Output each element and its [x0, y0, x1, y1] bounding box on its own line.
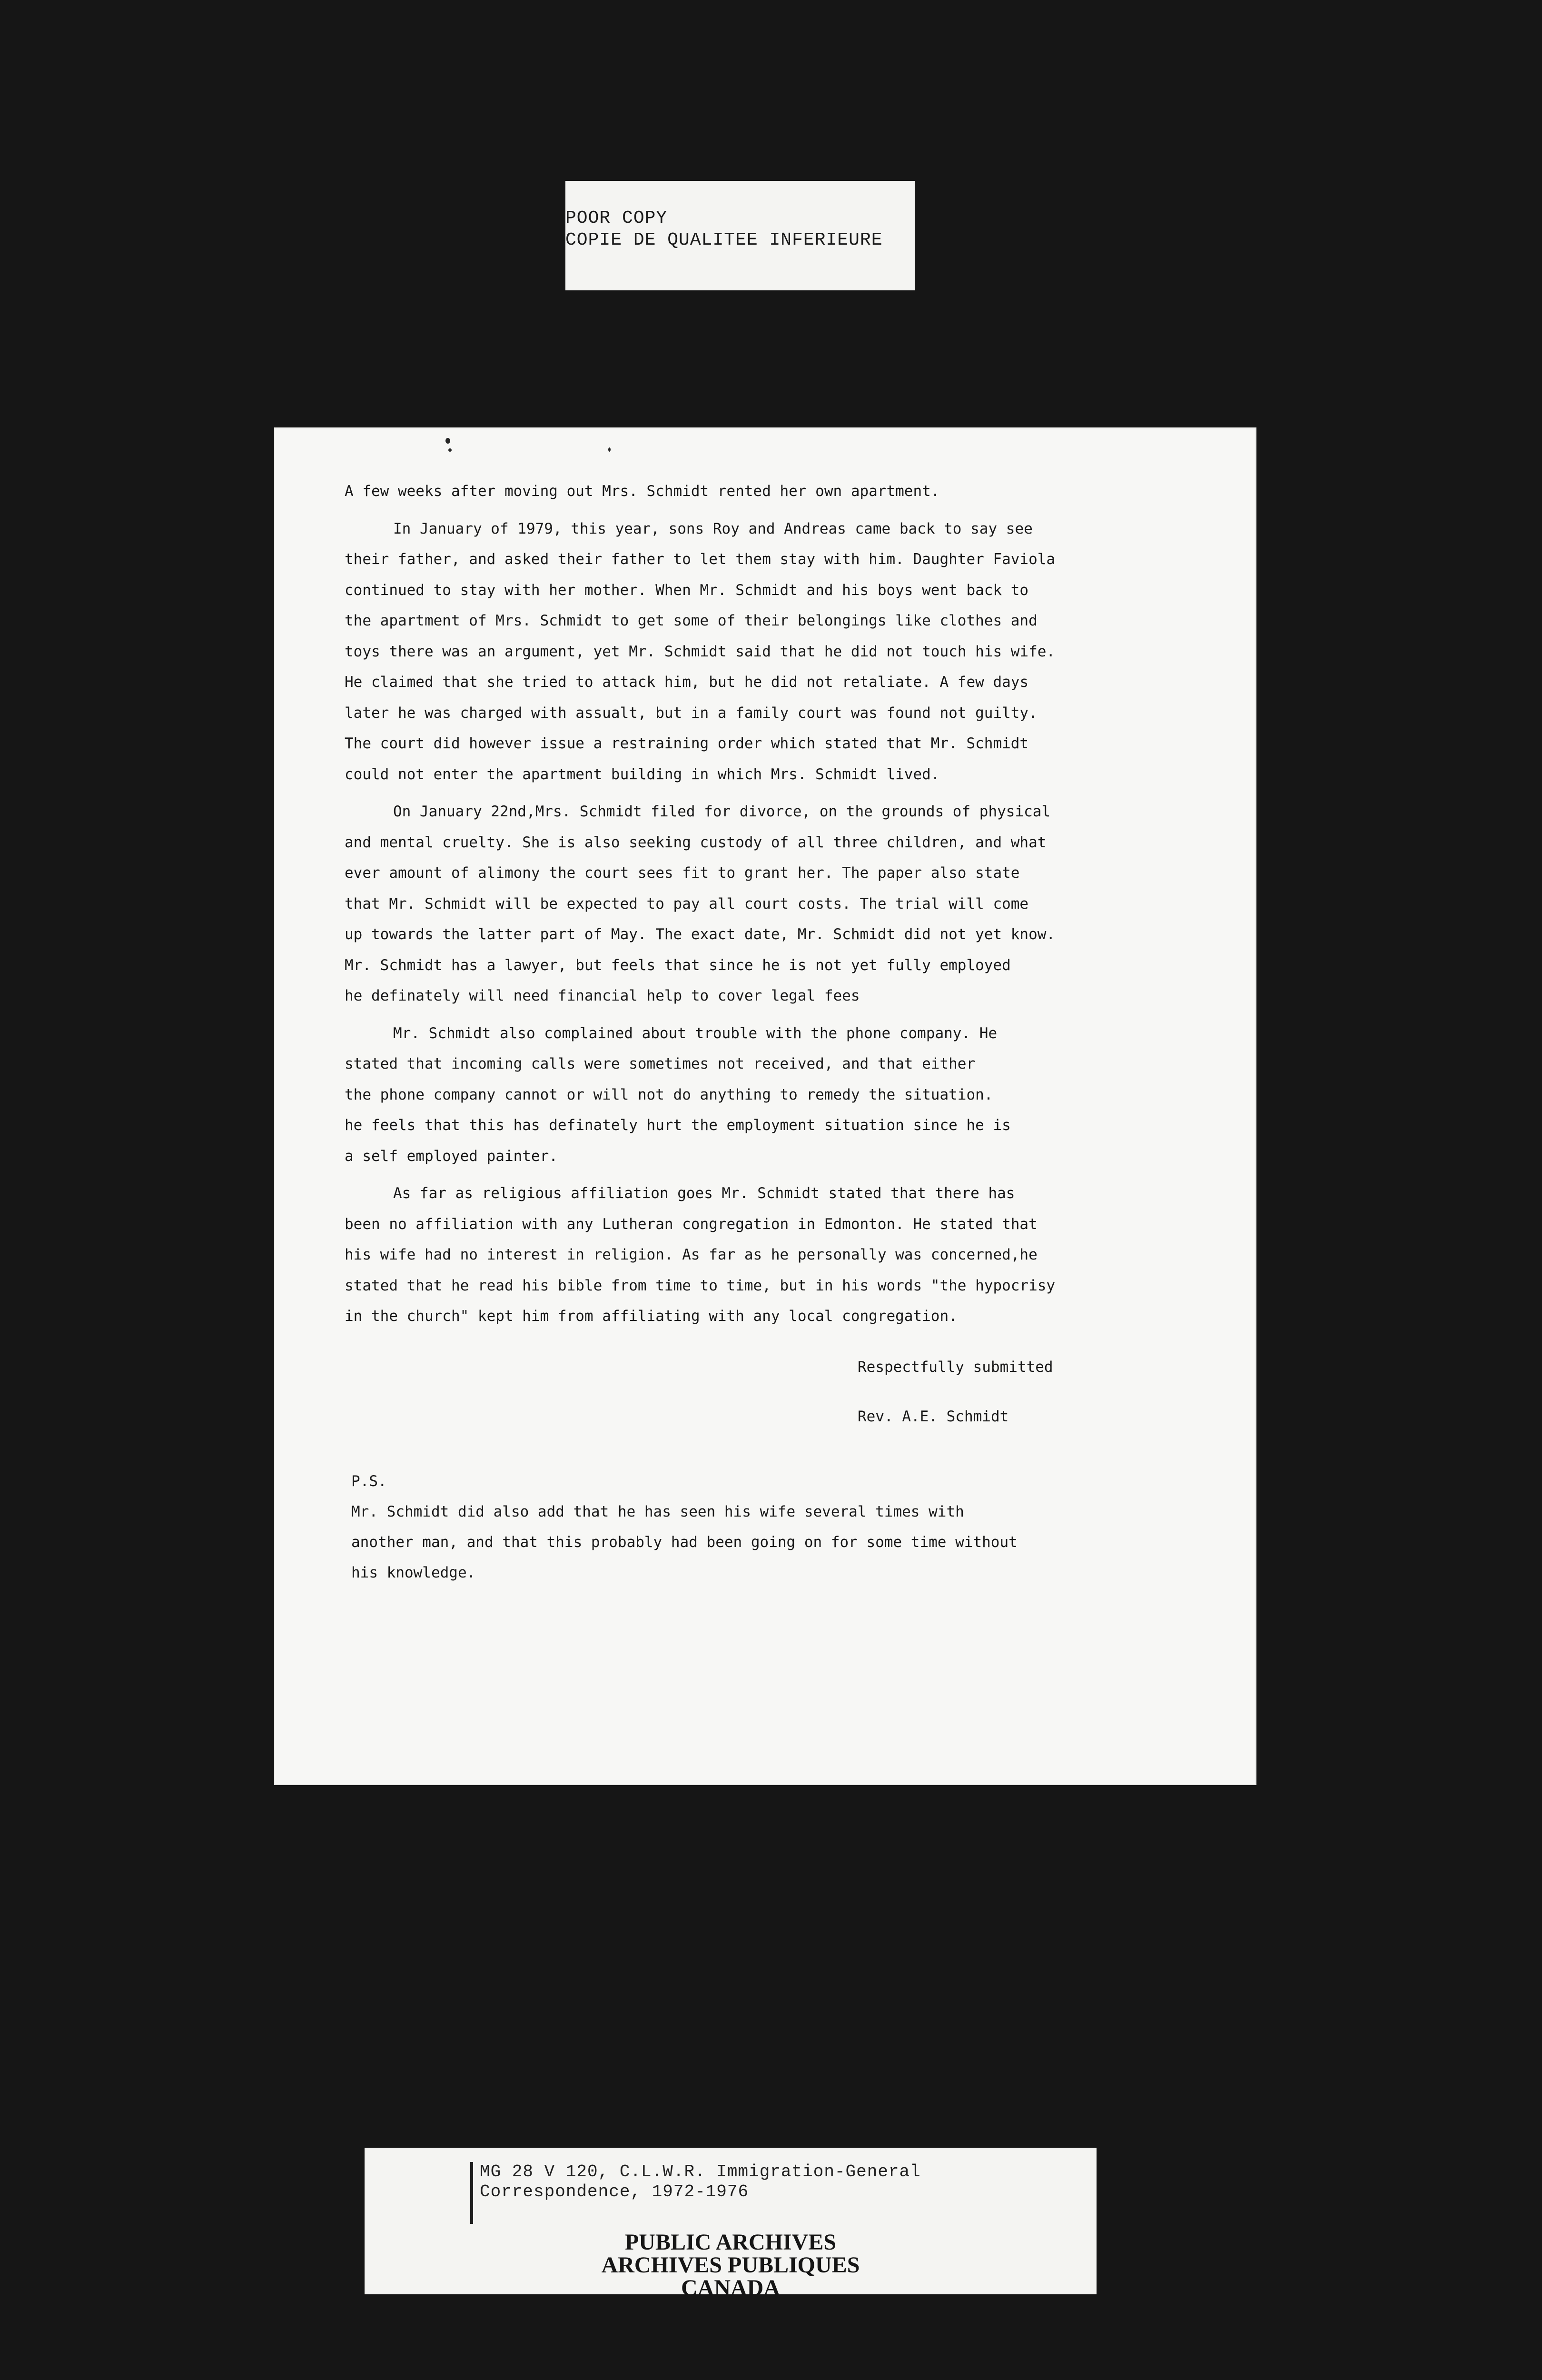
postscript — [351, 1466, 1018, 1588]
archive-name — [365, 2231, 1097, 2300]
text-line: Mr. Schmidt also complained about trouble with the phone company. He — [393, 1024, 998, 1042]
text-line: As far as religious affiliation goes Mr. Schmidt stated that there has — [393, 1185, 1015, 1202]
text-line: Mr. Schmidt did also add that he has seen his wife several times with — [351, 1503, 964, 1520]
closing-line: Respectfully submitted — [858, 1359, 1053, 1376]
text-line: stated that he read his bible from time to time, but in his words "the hypocrisy — [345, 1277, 1056, 1294]
text-line: his wife had no interest in religion. As far as he personally was concerned,he — [345, 1246, 1038, 1263]
letter-body — [345, 476, 1201, 1332]
archive-name-french: ARCHIVES PUBLIQUES — [601, 2252, 860, 2278]
text-line: The court did however issue a restraining order which stated that Mr. Schmidt — [345, 735, 1029, 752]
text-line: that Mr. Schmidt will be expected to pay all court costs. The trial will come — [345, 895, 1029, 912]
speck-mark — [448, 448, 452, 452]
text-line: in the church" kept him from affiliating with any local congregation. — [345, 1308, 958, 1325]
archive-country: CANADA — [681, 2275, 780, 2301]
text-line: In January of 1979, this year, sons Roy and Andreas came back to say see — [393, 520, 1033, 537]
speck-mark — [445, 438, 450, 444]
text-line: and mental cruelty. She is also seeking custody of all three children, and what — [345, 833, 1047, 851]
poor-copy-label — [565, 181, 915, 290]
poor-copy-french: COPIE DE QUALITEE INFERIEURE — [565, 230, 883, 250]
text-line: a self employed painter. — [345, 1147, 558, 1165]
text-line: continued to stay with her mother. When Mr. Schmidt and his boys went back to — [345, 581, 1029, 599]
closing-block — [858, 1352, 1053, 1451]
text-line: ever amount of alimony the court sees fit to grant her. The paper also state — [345, 864, 1020, 882]
text-line: another man, and that this probably had been going on for some time without — [351, 1534, 1018, 1551]
text-line: his knowledge. — [351, 1564, 476, 1581]
paragraph-5 — [345, 1178, 1201, 1332]
reference-line: MG 28 V 120, C.L.W.R. Immigration-General — [480, 2162, 921, 2182]
archive-name-english: PUBLIC ARCHIVES — [624, 2230, 837, 2255]
text-line: the apartment of Mrs. Schmidt to get some of their belongings like clothes and — [345, 612, 1038, 629]
reference-line: Correspondence, 1972-1976 — [480, 2182, 749, 2202]
text-line: toys there was an argument, yet Mr. Schmidt said that he did not touch his wife. — [345, 643, 1056, 660]
text-line: he definately will need financial help to cover legal fees — [345, 987, 860, 1004]
ps-label: P.S. — [351, 1473, 387, 1490]
text-line: could not enter the apartment building in which Mrs. Schmidt lived. — [345, 765, 940, 783]
text-line: up towards the latter part of May. The exact date, Mr. Schmidt did not yet know. — [345, 926, 1056, 943]
text-line: A few weeks after moving out Mrs. Schmidt rented her own apartment. — [345, 483, 940, 500]
speck-mark — [608, 447, 611, 452]
poor-copy-english: POOR COPY — [565, 208, 668, 228]
text-line: Mr. Schmidt has a lawyer, but feels that since he is not yet fully employed — [345, 956, 1011, 974]
archive-reference — [470, 2162, 998, 2224]
text-line: He claimed that she tried to attack him, but he did not retaliate. A few days — [345, 674, 1029, 691]
paragraph-1 — [345, 476, 1201, 507]
letter-page — [275, 428, 1255, 1784]
text-line: later he was charged with assualt, but in a family court was found not guilty. — [345, 704, 1038, 722]
text-line: their father, and asked their father to let them stay with him. Daughter Faviola — [345, 551, 1056, 568]
paragraph-3 — [345, 796, 1201, 1012]
text-line: been no affiliation with any Lutheran congregation in Edmonton. He stated that — [345, 1215, 1038, 1233]
paragraph-4 — [345, 1018, 1201, 1172]
paragraph-2 — [345, 514, 1201, 790]
text-line: the phone company cannot or will not do anything to remedy the situation. — [345, 1086, 993, 1103]
signature: Rev. A.E. Schmidt — [858, 1408, 1009, 1425]
archive-label — [365, 2148, 1097, 2301]
text-line: stated that incoming calls were sometimes not received, and that either — [345, 1055, 976, 1072]
text-line: On January 22nd,Mrs. Schmidt filed for divorce, on the grounds of physical — [393, 803, 1051, 820]
text-line: he feels that this has definately hurt the employment situation since he is — [345, 1117, 1011, 1134]
